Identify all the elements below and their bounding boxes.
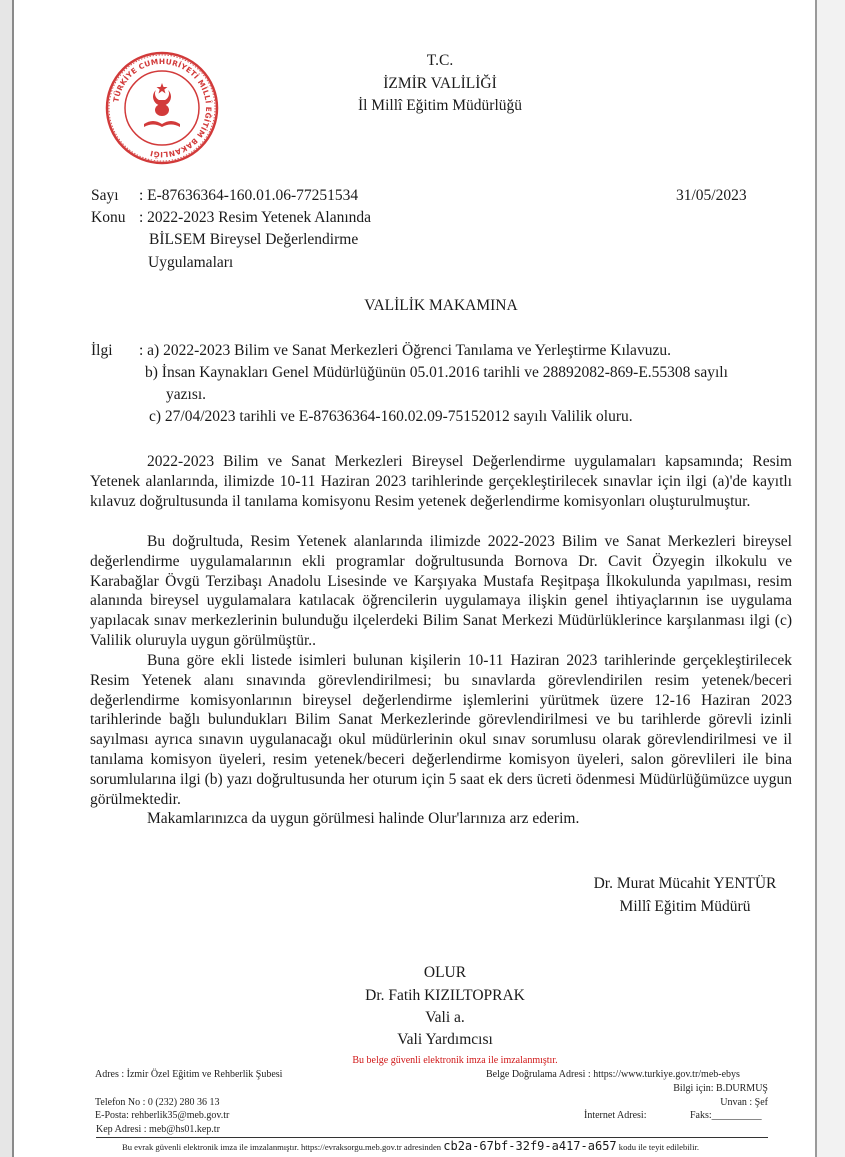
ilgi-label: İlgi <box>91 342 113 359</box>
approval-name: Dr. Fatih KIZILTOPRAK <box>365 987 525 1004</box>
header-governorship: İZMİR VALİLİĞİ <box>383 75 497 92</box>
approval-olur: OLUR <box>423 964 467 981</box>
footer-email[interactable]: E-Posta: rehberlik35@meb.gov.tr <box>95 1110 230 1121</box>
ilgi-b: b) İnsan Kaynakları Genel Müdürlüğünün 05.01.2016 tarihli ve 28892082-869-E.55308 sayılı <box>145 364 728 381</box>
document-date: 31/05/2023 <box>676 187 747 204</box>
footer-address: Adres : İzmir Özel Eğitim ve Rehberlik Şubesi <box>95 1069 283 1080</box>
header-directorate: İl Millî Eğitim Müdürlüğü <box>357 97 523 114</box>
konu-line-3: Uygulamaları <box>148 254 234 271</box>
evrak-prefix: Bu evrak güvenli elektronik imza ile imzalanmıştır. https://evraksorgu.meb.gov.tr adresinden <box>122 1142 442 1152</box>
konu-line-2: BİLSEM Bireysel Değerlendirme <box>149 231 359 248</box>
footer-divider <box>96 1137 768 1138</box>
ministry-seal-icon <box>104 50 220 166</box>
signer-name: Dr. Murat Mücahit YENTÜR <box>593 875 777 892</box>
sayi-value: : E-87636364-160.01.06-77251534 <box>139 187 359 204</box>
footer-verify-url[interactable]: Belge Doğrulama Adresi : https://www.turkiye.gov.tr/meb-ebys <box>486 1069 740 1080</box>
footer-unvan: Unvan : Şef <box>720 1097 768 1108</box>
konu-label: Konu <box>91 209 126 226</box>
scan-right-edge <box>815 0 845 1157</box>
ilgi-a: : a) 2022-2023 Bilim ve Sanat Merkezleri Öğrenci Tanılama ve Yerleştirme Kılavuzu. <box>139 342 671 359</box>
ilgi-b-cont: yazısı. <box>166 386 207 403</box>
body-paragraph-2: Bu doğrultuda, Resim Yetenek alanlarında ilimizde 2022-2023 Bilim ve Sanat Merkezleri bireysel değerlendirme uygulamalarının ekli programlar doğrultusunda Bornova Dr. Cavit Özyegin ilkokulu ve Karabağlar Övgü Terzibaşı Anadolu Lisesinde ve Karşıyaka Mustafa Reşitpaşa İlkokulunda yapılması, resim alanında bireysel uygulamalara katılacak öğrencilerin uygulamaya ilişkin genel ihtiyaçlarının ise uygulama yapılacak sınav merkezlerinin bulunduğu ilçelerdeki Bilim Sanat Merkezi Müdürlüklerince karşılanması ilgi (c) Valilik oluruyla uygun görülmüştür.. <box>90 533 792 649</box>
body-paragraph-1: 2022-2023 Bilim ve Sanat Merkezleri Bireysel Değerlendirme uygulamaları kapsamında; Resim Yetenek alanlarında, ilimizde 10-11 Haziran 2023 tarihlerinde gerçekleştirilecek sınavlar için ilgi (a)'de kayıtlı kılavuz doğrultusunda il tanılama komisyonu Resim yetenek değerlendirme komisyonları oluşturulmuştur. <box>90 453 792 510</box>
scan-left-edge <box>0 0 14 1157</box>
header-tc: T.C. <box>426 52 454 69</box>
seal-text: TÜRKİYE CUMHURİYETİ MİLLÎ EĞİTİM BAKANLIĞI <box>111 56 214 160</box>
ilgi-c: c) 27/04/2023 tarihli ve E-87636364-160.02.09-75152012 sayılı Valilik oluru. <box>149 408 633 425</box>
evrak-suffix: kodu ile teyit edilebilir. <box>618 1142 699 1152</box>
body-paragraph-3: Buna göre ekli listede isimleri bulunan kişilerin 10-11 Haziran 2023 tarihlerinde gerçekleştirilecek Resim Yetenek alanı sınavında görevlendirilmesi; bu sınavlarda görevlendirilen resim yetenek/beceri değerlendirme komisyonlarının bireysel değerlendirme işlemlerini yürütmek üzere 12-16 Haziran 2023 tarihlerinde bağlı bulundukları Bilim Sanat Merkezlerinde görevlendirilmesi ve bu tarihlerde görevli izinli sayılması ayrıca sınavın uygulanacağı okul müdürlerinin okul sınav sorumlusu olarak görevlendirilmesi ve il tanılama komisyon üyeleri, resim yetenek/beceri değerlendirme komisyon üyeleri, salon görevlileri ile bina sorumlularına ilgi (b) yazı doğrultusunda her oturum için 5 saat ek ders ücreti ödenmesi Müdürlüğümüzce uygun görülmektedir. <box>90 652 792 808</box>
footer-info-contact: Bilgi için: B.DURMUŞ <box>673 1083 768 1094</box>
footer-fax: Faks:__________ <box>690 1110 762 1121</box>
footer-evrak-line <box>122 1139 699 1153</box>
sayi-label: Sayı <box>91 187 119 204</box>
footer-internet: İnternet Adresi: <box>584 1110 647 1121</box>
footer-kep: Kep Adresi : meb@hs01.kep.tr <box>96 1124 220 1135</box>
approval-vali: Vali a. <box>425 1009 465 1026</box>
recipient: VALİLİK MAKAMINA <box>364 297 518 314</box>
konu-line-1: : 2022-2023 Resim Yetenek Alanında <box>139 209 372 226</box>
footer-phone: Telefon No : 0 (232) 280 36 13 <box>95 1097 220 1108</box>
body-paragraph-4: Makamlarınızca da uygun görülmesi halinde Olur'larınıza arz ederim. <box>147 810 580 827</box>
approval-title: Vali Yardımcısı <box>397 1031 493 1048</box>
signer-title: Millî Eğitim Müdürü <box>619 898 751 915</box>
secure-signature-note: Bu belge güvenli elektronik imza ile imzalanmıştır. <box>352 1055 558 1066</box>
verification-code: cb2a-67bf-32f9-a417-a657 <box>443 1139 617 1153</box>
